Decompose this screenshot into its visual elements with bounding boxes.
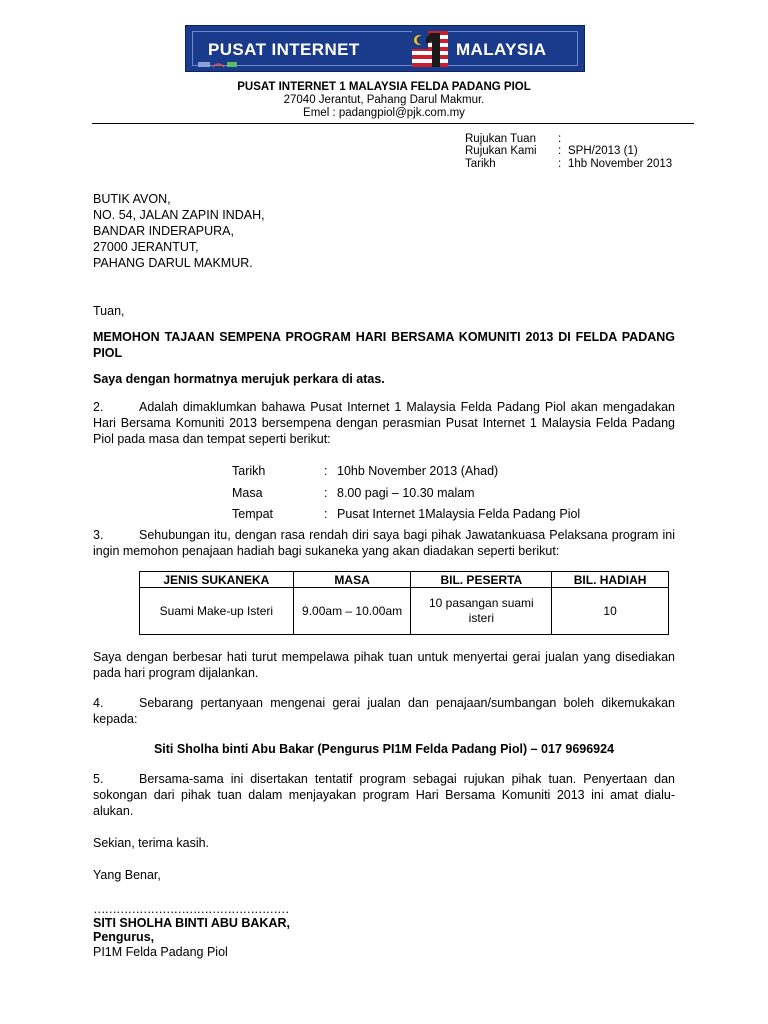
header-divider bbox=[92, 123, 694, 124]
address-line: BUTIK AVON, bbox=[93, 192, 171, 206]
logo-text-left: PUSAT INTERNET bbox=[208, 40, 360, 59]
table-cell: Suami Make-up Isteri bbox=[140, 588, 294, 635]
sukaneka-table bbox=[139, 571, 669, 635]
paragraph-text: Sehubungan itu, dengan rasa rendah diri saya bagi pihak Jawatankuasa Pelaksana program ini ingin memohon penajaan hadiah bagi sukaneka yang akan diadakan seperti berikut: bbox=[93, 528, 675, 558]
table-cell: 9.00am – 10.00am bbox=[293, 588, 411, 635]
table-header-cell: BIL. PESERTA bbox=[411, 572, 552, 588]
address-line: BANDAR INDERAPURA, bbox=[93, 224, 234, 238]
contact-person: Siti Sholha binti Abu Bakar (Pengurus PI1M Felda Padang Piol) – 017 9696924 bbox=[153, 742, 615, 756]
paragraph-3 bbox=[93, 527, 675, 559]
paragraph-5 bbox=[93, 771, 675, 819]
table-header-cell: BIL. HADIAH bbox=[552, 572, 669, 588]
paragraph-number: 2. bbox=[93, 400, 104, 414]
detail-value: 8.00 pagi – 10.30 malam bbox=[337, 486, 475, 500]
signature-dots: …………………………………………… bbox=[93, 902, 289, 916]
closing-line: Sekian, terima kasih. bbox=[93, 836, 210, 850]
paragraph-number: 3. bbox=[93, 528, 104, 542]
ref-value: SPH/2013 (1) bbox=[568, 145, 638, 157]
intro-line: Saya dengan hormatnya merujuk perkara di atas. bbox=[93, 372, 385, 386]
paragraph-number: 4. bbox=[93, 696, 104, 710]
partner-logos-icon bbox=[198, 61, 238, 68]
detail-value: 10hb November 2013 (Ahad) bbox=[337, 464, 499, 478]
paragraph-2 bbox=[93, 399, 675, 447]
table-cell: 10 pasangan suami isteri bbox=[411, 588, 552, 635]
detail-label: Masa bbox=[232, 486, 263, 500]
org-address: 27040 Jerantut, Pahang Darul Makmur. bbox=[283, 94, 485, 106]
signer-name: SITI SHOLHA BINTI ABU BAKAR, bbox=[93, 916, 290, 930]
address-line: 27000 JERANTUT, bbox=[93, 240, 199, 254]
detail-sep: : bbox=[324, 486, 328, 500]
ref-sep: : bbox=[558, 133, 562, 145]
signer-title: Pengurus, bbox=[93, 930, 155, 944]
logo-banner bbox=[185, 25, 585, 72]
logo-text-right: MALAYSIA bbox=[456, 40, 547, 59]
paragraph-4 bbox=[93, 695, 675, 727]
ref-sep: : bbox=[558, 158, 562, 170]
detail-label: Tarikh bbox=[232, 464, 266, 478]
ref-label: Rujukan Kami bbox=[465, 145, 537, 157]
detail-label: Tempat bbox=[232, 507, 273, 521]
detail-value: Pusat Internet 1Malaysia Felda Padang Piol bbox=[337, 507, 581, 521]
signoff-line: Yang Benar, bbox=[93, 868, 161, 882]
paragraph-text: Sebarang pertanyaan mengenai gerai jualan dan penajaan/sumbangan boleh dikemukakan kepada: bbox=[93, 696, 675, 726]
one-malaysia-emblem-icon bbox=[412, 29, 448, 69]
table-header-row bbox=[140, 572, 669, 588]
detail-sep: : bbox=[324, 507, 328, 521]
ref-sep: : bbox=[558, 145, 562, 157]
org-name: PUSAT INTERNET 1 MALAYSIA FELDA PADANG PIOL bbox=[237, 81, 531, 93]
invite-paragraph: Saya dengan berbesar hati turut mempelawa pihak tuan untuk menyertai gerai jualan yang disediakan pada hari program dijalankan. bbox=[93, 650, 675, 680]
paragraph-text: Bersama-sama ini disertakan tentatif program sebagai rujukan pihak tuan. Penyertaan dan sokongan dari pihak tuan dalam menjayakan program Hari Bersama Komuniti 2013 ini amat dialu-alukan. bbox=[93, 772, 675, 818]
address-line: NO. 54, JALAN ZAPIN INDAH, bbox=[93, 208, 265, 222]
org-email: Emel : padangpiol@pjk.com.my bbox=[303, 107, 465, 119]
table-row bbox=[140, 588, 669, 635]
table-header-cell: JENIS SUKANEKA bbox=[140, 572, 294, 588]
table-cell: 10 bbox=[552, 588, 669, 635]
ref-label: Rujukan Tuan bbox=[465, 133, 536, 145]
detail-sep: : bbox=[324, 464, 328, 478]
subject-line: MEMOHON TAJAAN SEMPENA PROGRAM HARI BERSAMA KOMUNITI 2013 DI FELDA PADANG PIOL bbox=[93, 330, 675, 360]
paragraph-number: 5. bbox=[93, 772, 104, 786]
ref-label: Tarikh bbox=[465, 158, 496, 170]
ref-value: 1hb November 2013 bbox=[568, 158, 673, 170]
salutation: Tuan, bbox=[93, 304, 125, 318]
paragraph-text: Adalah dimaklumkan bahawa Pusat Internet 1 Malaysia Felda Padang Piol akan mengadakan Hari Bersama Komuniti 2013 bersempena dengan perasmian Pusat Internet 1 Malaysia Felda Padang Piol pada masa dan tempat seperti berikut: bbox=[93, 400, 675, 446]
signer-org: PI1M Felda Padang Piol bbox=[93, 945, 228, 959]
address-line: PAHANG DARUL MAKMUR. bbox=[93, 256, 253, 270]
table-header-cell: MASA bbox=[293, 572, 411, 588]
